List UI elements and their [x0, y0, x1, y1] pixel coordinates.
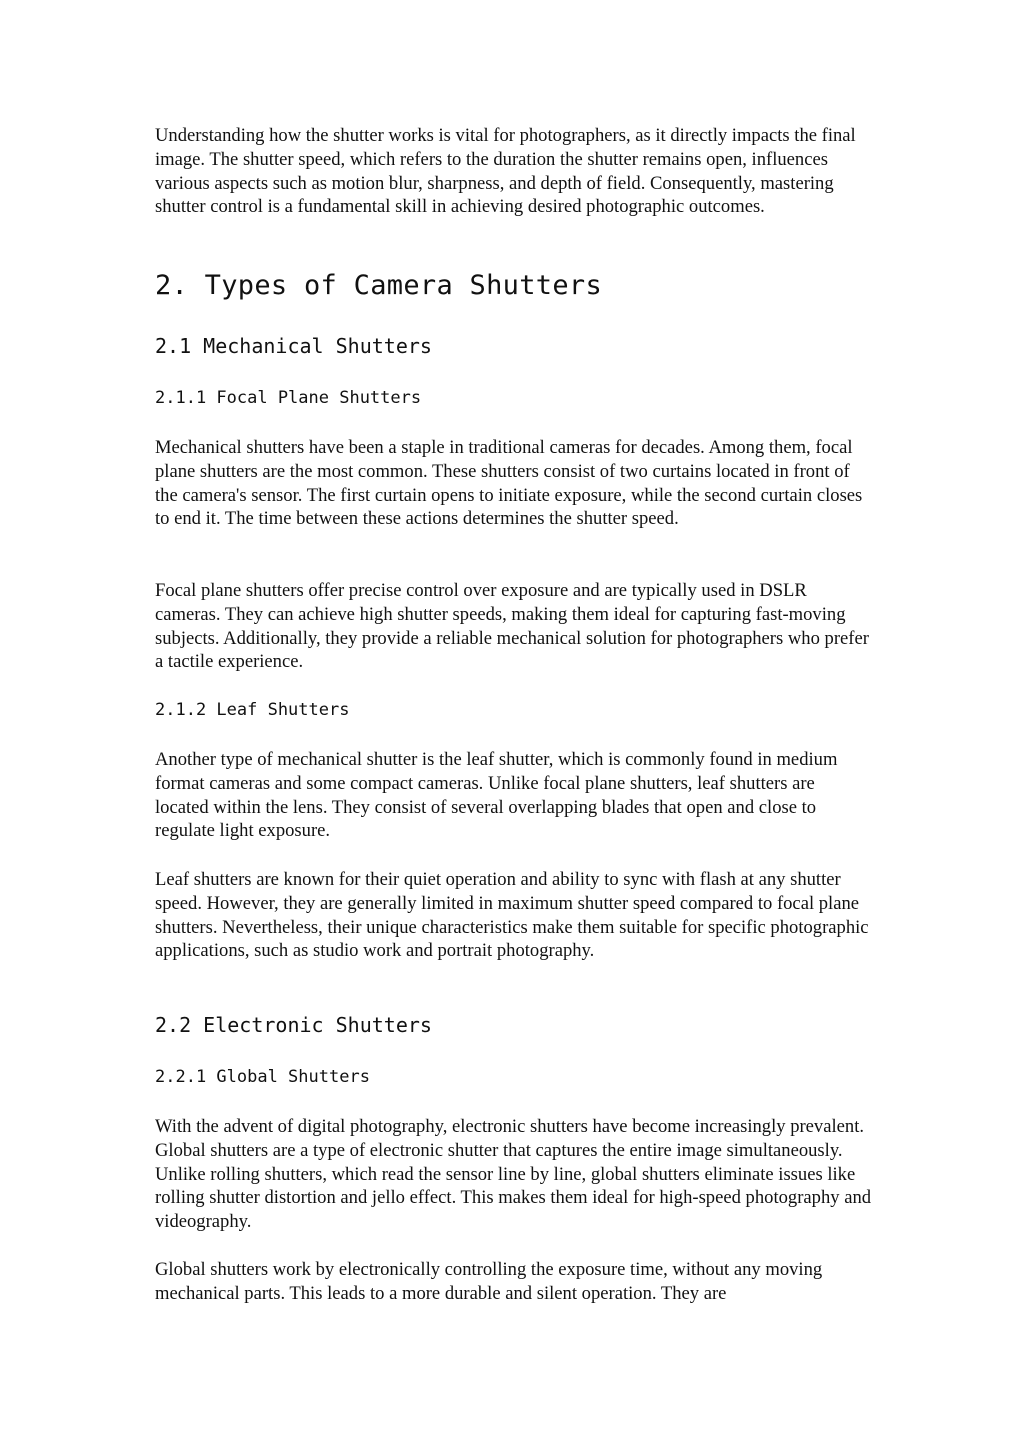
leaf-paragraph-1: Another type of mechanical shutter is the leaf shutter, which is commonly found in medium format cameras and some compact cameras. Unlike focal plane shutters, leaf shutters are located within the lens. They consist of several overlapping blades that open and close to regulate light exposure. — [155, 749, 838, 842]
focal-plane-paragraph-1: Mechanical shutters have been a staple in traditional cameras for decades. Among them, focal plane shutters are the most common. These shutters consist of two curtains located in front of the camera's sensor. The first curtain opens to initiate exposure, while the second curtain closes to end it. The time between these actions determines the shutter speed. — [155, 437, 863, 530]
section-2-1-1-heading: 2.1.1 Focal Plane Shutters — [155, 388, 422, 408]
section-2-1-heading: 2.1 Mechanical Shutters — [155, 334, 432, 358]
focal-plane-paragraph-2: Focal plane shutters offer precise control over exposure and are typically used in DSLR cameras. They can achieve high shutter speeds, making them ideal for capturing fast-moving subjects. Additionally, they provide a reliable mechanical solution for photographers who prefer a tactile experience. — [155, 580, 869, 673]
section-2-heading: 2. Types of Camera Shutters — [155, 270, 602, 301]
intro-paragraph: Understanding how the shutter works is vital for photographers, as it directly impacts the final image. The shutter speed, which refers to the duration the shutter remains open, influences various aspects such as motion blur, sharpness, and depth of field. Consequently, mastering shutter control is a fundamental skill in achieving desired photographic outcomes. — [155, 125, 856, 218]
global-paragraph-2: Global shutters work by electronically controlling the exposure time, without any moving mechanical parts. This leads to a more durable and silent operation. They are — [155, 1259, 823, 1304]
global-paragraph-1: With the advent of digital photography, electronic shutters have become increasingly prevalent. Global shutters are a type of electronic shutter that captures the entire image simultaneously. Unlike rolling shutters, which read the sensor line by line, global shutters eliminate issues like rolling shutter distortion and jello effect. This makes them ideal for high-speed photography and videography. — [155, 1116, 872, 1233]
leaf-paragraph-2: Leaf shutters are known for their quiet operation and ability to sync with flash at any shutter speed. However, they are generally limited in maximum shutter speed compared to focal plane shutters. Nevertheless, their unique characteristics make them suitable for specific photographic applications, such as studio work and portrait photography. — [155, 869, 869, 962]
section-2-2-heading: 2.2 Electronic Shutters — [155, 1013, 432, 1037]
section-2-2-1-heading: 2.2.1 Global Shutters — [155, 1067, 370, 1087]
section-2-1-2-heading: 2.1.2 Leaf Shutters — [155, 700, 350, 720]
